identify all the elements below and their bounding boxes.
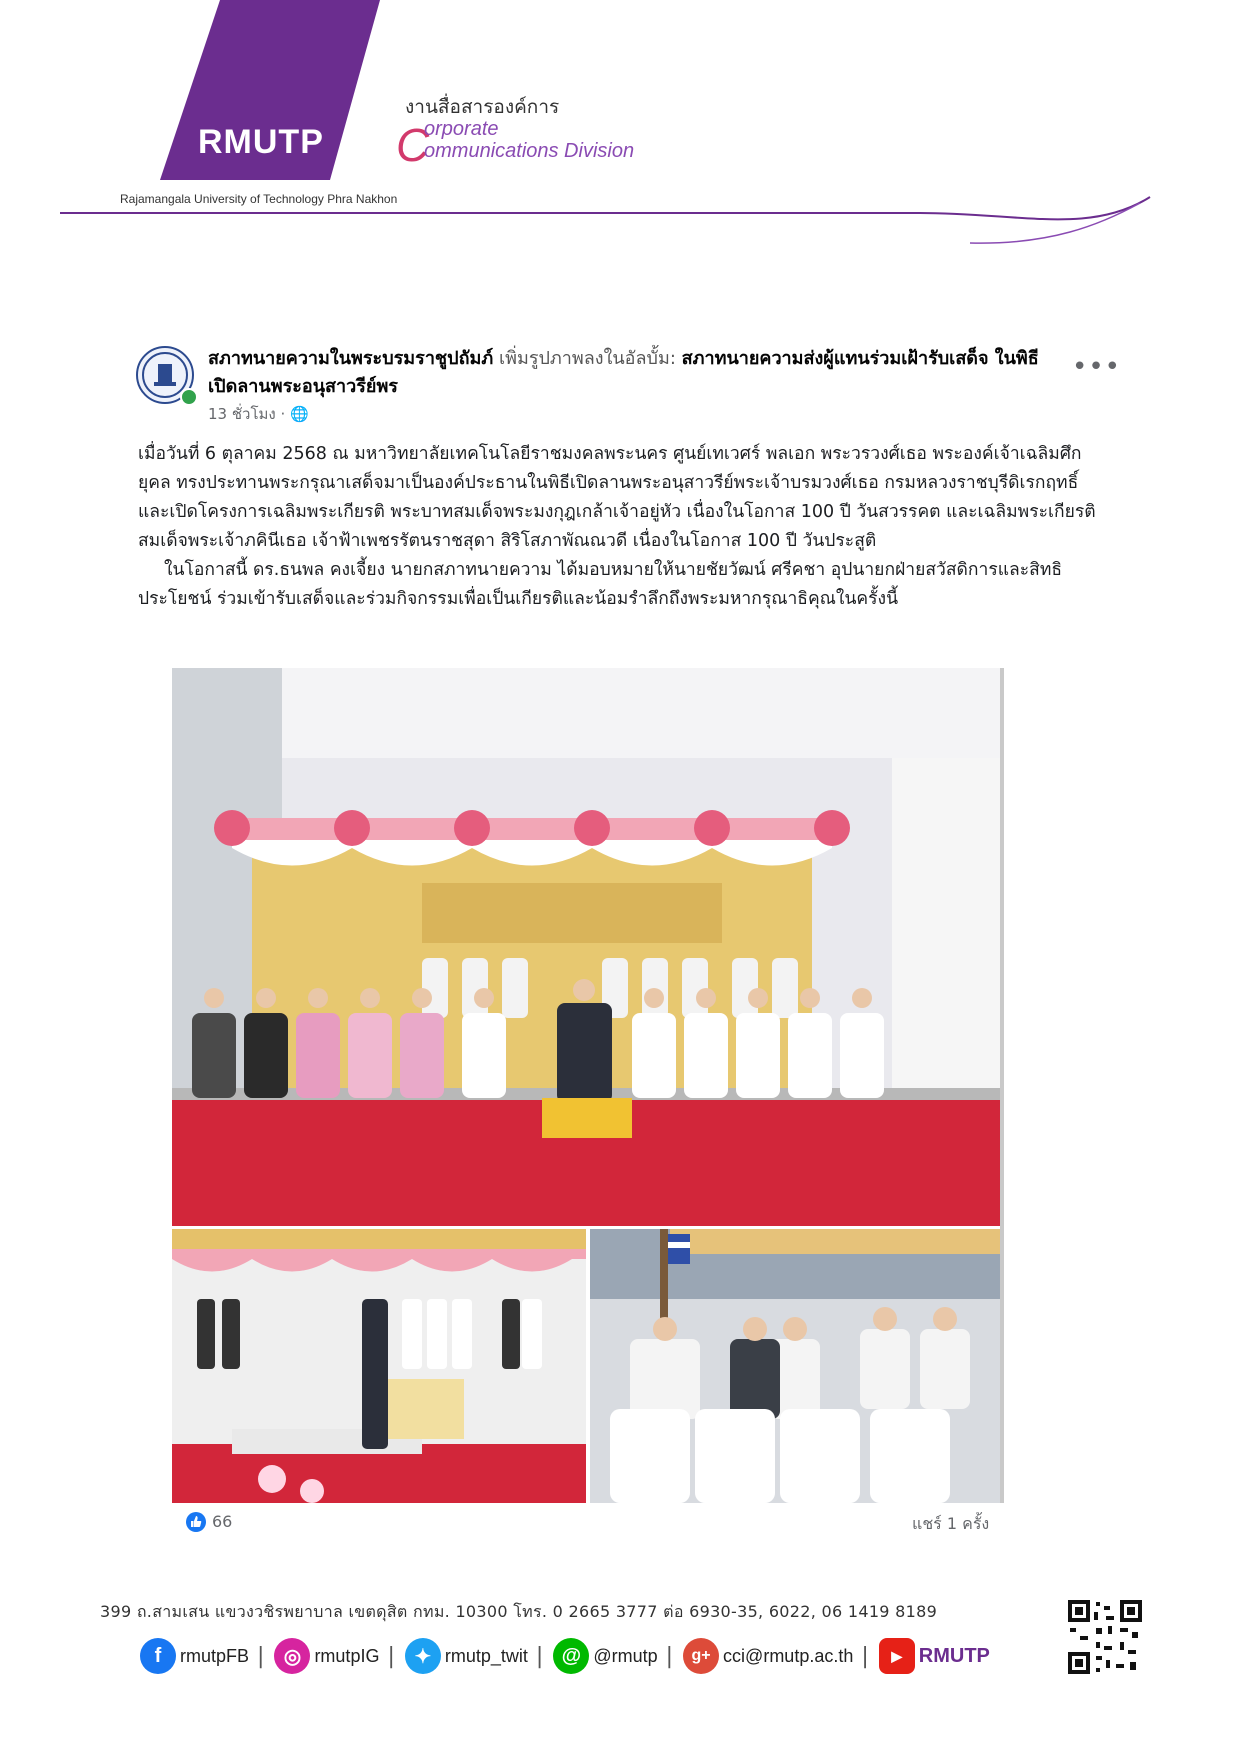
social-google-plus[interactable] — [683, 1638, 853, 1674]
social-line[interactable] — [553, 1638, 657, 1674]
qr-code[interactable] — [1066, 1598, 1144, 1676]
separator: | — [257, 1643, 265, 1669]
department-initial: C — [396, 119, 430, 171]
instagram-icon: ◎ — [274, 1638, 310, 1674]
separator: | — [665, 1643, 674, 1669]
photo-scrollbar[interactable] — [1000, 668, 1004, 1503]
youtube-icon: ▶ — [879, 1638, 915, 1674]
social-twitter[interactable] — [405, 1638, 528, 1674]
ceremony-group-photo[interactable] — [172, 668, 1004, 1226]
post-body — [138, 440, 1098, 614]
university-name: Rajamangala University of Technology Phra Nakhon — [120, 192, 398, 206]
social-label: cci@rmutp.ac.th — [723, 1645, 854, 1666]
like-icon[interactable] — [186, 1512, 206, 1532]
post-action-text: เพิ่มรูปภาพลงในอัลบั้ม: — [498, 348, 676, 369]
online-status-dot — [180, 388, 198, 406]
footer-social-links — [140, 1636, 998, 1676]
footer-address: 399 ถ.สามเสน แขวงวชิรพยาบาล เขตดุสิต กทม. 10300 โทร. 0 2665 3777 ต่อ 6930-35, 6022, 06 1419 8189 — [100, 1602, 938, 1621]
line-icon: @ — [553, 1638, 589, 1674]
ceremony-audience-photo[interactable] — [590, 1229, 1004, 1503]
separator: | — [535, 1643, 544, 1669]
logo-text: RMUTP — [198, 123, 324, 161]
social-label: rmutp_twit — [444, 1645, 528, 1666]
social-facebook[interactable] — [140, 1638, 249, 1674]
ceremony-standing-photo[interactable] — [172, 1229, 586, 1503]
post-header — [208, 345, 1068, 401]
social-label: rmutpIG — [314, 1645, 380, 1666]
post-paragraph-1: เมื่อวันที่ 6 ตุลาคม 2568 ณ มหาวิทยาลัยเทคโนโลยีราชมงคลพระนคร ศูนย์เทเวศร์ พลเอก พระวรวงศ์เธอ พระองค์เจ้าเฉลิมศึกยุคล ทรงประทานพระกรุณาเสด็จมาเป็นองค์ประธานในพิธีเปิดลานพระอนุสาวรีย์พระเจ้าบรมวงศ์เธอ กรมหลวงราชบุรีดิเรกฤทธิ์ และเปิดโครงการเฉลิมพระเกียรติ พระบาทสมเด็จพระมงกุฎเกล้าเจ้าอยู่หัว เนื่องในโอกาส 100 ปี วันสวรรคต และเฉลิมพระเกียรติ สมเด็จพระเจ้าภคินีเธอ เจ้าฟ้าเพชรรัตนราชสุดา สิริโสภาพัณณวดี เนื่องในโอกาส 100 ปี วันประสูติ — [138, 444, 1096, 551]
album-title-link[interactable]: สภาทนายความส่งผู้แทนร่วมเฝ้ารับเสด็จ ในพิธีเปิดลานพระอนุสาวรีย์พร — [208, 348, 1039, 397]
share-count[interactable]: แชร์ 1 ครั้ง — [912, 1514, 990, 1533]
social-label: rmutpFB — [180, 1645, 250, 1666]
like-count[interactable]: 66 — [212, 1512, 233, 1531]
google-plus-icon: g+ — [683, 1638, 719, 1674]
department-en-line1: orporate — [424, 118, 499, 140]
post-time[interactable]: 13 ชั่วโมง · — [208, 405, 286, 423]
social-label: @rmutp — [593, 1645, 658, 1666]
department-en-line2: ommunications Division — [424, 140, 635, 162]
social-label: RMUTP — [918, 1644, 990, 1667]
page-name-link[interactable]: สภาทนายความในพระบรมราชูปถัมภ์ — [208, 348, 494, 369]
more-options-button[interactable]: ••• — [1072, 352, 1122, 382]
social-instagram[interactable] — [274, 1638, 379, 1674]
separator: | — [387, 1643, 395, 1669]
department-thai: งานสื่อสารองค์การ — [405, 96, 560, 118]
post-timestamp[interactable] — [208, 402, 309, 426]
separator: | — [861, 1643, 869, 1669]
social-youtube[interactable] — [879, 1638, 990, 1674]
globe-icon: 🌐 — [290, 405, 309, 423]
post-paragraph-2: ในโอกาสนี้ ดร.ธนพล คงเจี้ยง นายกสภาทนายความ ได้มอบหมายให้นายชัยวัฒน์ ศรีคชา อุปนายกฝ่ายสวัสดิการและสิทธิประโยชน์ ร่วมเข้ารับเสด็จและร่วมกิจกรรมเพื่อเป็นเกียรติและน้อมรำลึกถึงพระมหากรุณาธิคุณในครั้งนี้ — [138, 560, 1063, 609]
header-swoosh — [60, 195, 1160, 275]
facebook-icon: f — [140, 1638, 176, 1674]
twitter-icon: ✦ — [405, 1638, 441, 1674]
